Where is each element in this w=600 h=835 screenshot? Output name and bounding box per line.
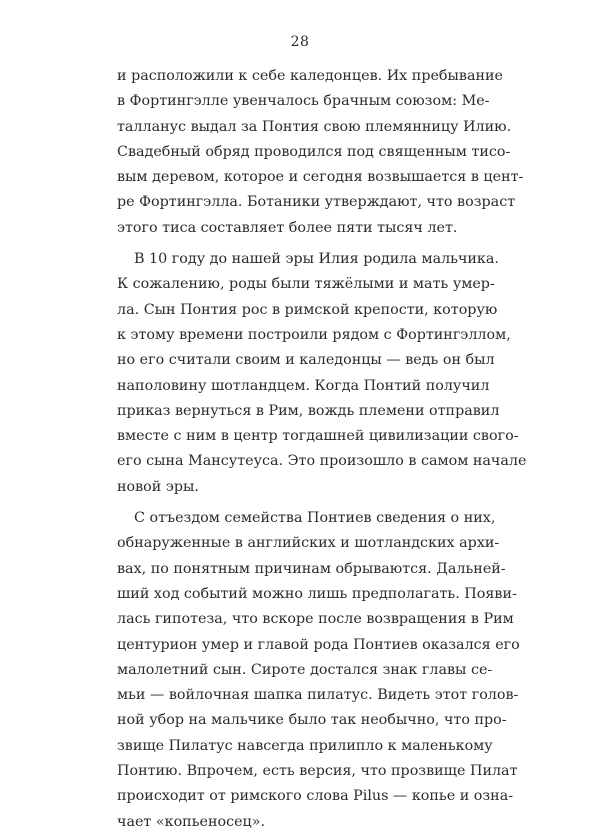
text-line: лась гипотеза, что вскоре после возвращения в Рим [117, 611, 514, 628]
text-line: этого тиса составляет более пяти тысяч лет. [117, 219, 458, 236]
text-line: обнаруженные в английских и шотландских архи- [117, 535, 500, 552]
text-line: в Фортингэлле увенчалось брачным союзом: Ме- [117, 93, 490, 110]
paragraph [117, 506, 520, 835]
text-line: ший ход событий можно лишь предполагать. Появи- [117, 585, 517, 602]
page-number: 28 [290, 34, 310, 50]
text-line: вместе с ним в центр тогдашней цивилизации свого- [117, 428, 519, 445]
text-line: его сына Мансутеуса. Это произошло в самом начале [117, 453, 527, 470]
text-line: К сожалению, роды были тяжёлыми и мать умер- [117, 276, 495, 293]
text-line: новой эры. [117, 478, 199, 495]
text-line: Свадебный обряд проводился под священным тисо- [117, 143, 511, 160]
text-line: малолетний сын. Сироте достался знак главы се- [117, 661, 493, 678]
text-line: В 10 году до нашей эры Илия родила мальчика. [134, 251, 499, 268]
text-line: ла. Сын Понтия рос в римской крепости, которую [117, 301, 498, 318]
text-line: но его считали своим и каледонцы — ведь он был [117, 352, 495, 369]
text-line: вым деревом, которое и сегодня возвышается в цент- [117, 169, 524, 186]
text-line: Понтию. Впрочем, есть версия, что прозвище Пилат [117, 763, 518, 780]
text-line: происходит от римского слова Pilus — копье и озна- [117, 788, 514, 805]
text-line: мьи — войлочная шапка пилатус. Видеть этот голов- [117, 687, 519, 704]
text-line: звище Пилатус навсегда прилипло к маленькому [117, 737, 493, 754]
text-line: С отъездом семейства Понтиев сведения о них, [134, 510, 496, 527]
text-line: и расположили к себе каледонцев. Их пребывание [117, 68, 504, 84]
text-line: к этому времени построили рядом с Фортингэллом, [117, 326, 511, 343]
text-line: чает «копьеносец». [117, 813, 266, 830]
text-line: центурион умер и главой рода Понтиев оказался его [117, 636, 520, 653]
text-line: вах, по понятным причинам обрываются. Дальней- [117, 560, 506, 577]
text-line: ре Фортингэлла. Ботаники утверждают, что возраст [117, 194, 516, 211]
paragraph [117, 64, 524, 241]
text-line: ной убор на мальчике было так необычно, что про- [117, 712, 507, 729]
text-line: приказ вернуться в Рим, вождь племени отправил [117, 402, 500, 419]
body-text [117, 64, 527, 835]
paragraph [117, 247, 527, 500]
text-line: наполовину шотландцем. Когда Понтий получил [117, 377, 490, 394]
text-line: талланус выдал за Понтия свою племянницу Илию. [117, 118, 512, 135]
